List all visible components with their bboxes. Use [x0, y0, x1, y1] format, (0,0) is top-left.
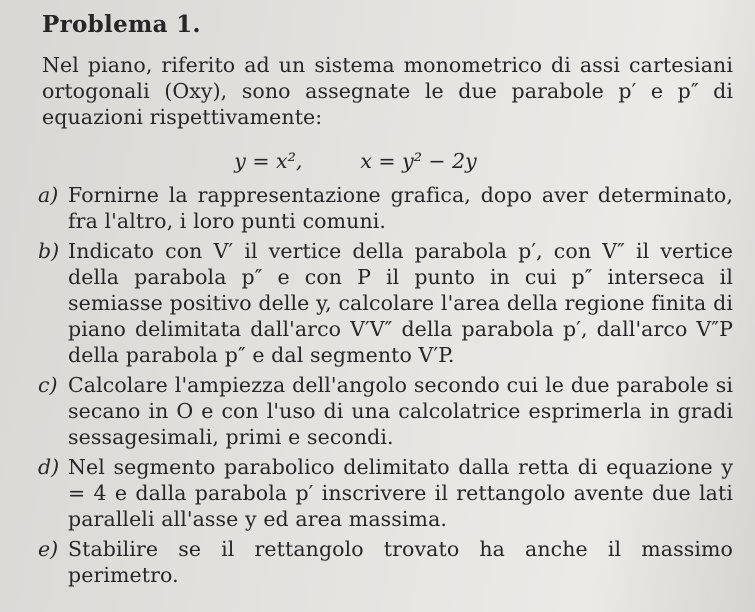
question-text: Fornirne la rappresentazione grafica, dopo aver determinato, fra l'altro, i loro punti comuni.	[68, 183, 733, 233]
equation-parabola-p2: x = y² − 2y	[360, 149, 477, 173]
question-letter: e)	[38, 537, 59, 561]
problem-intro: Nel piano, riferito ad un sistema monometrico di assi cartesiani ortogonali (Oxy), sono assegnate le due parabole p′ e p″ di equazioni rispettivamente:	[42, 53, 733, 129]
question-item-b	[38, 238, 733, 368]
problem-title: Problema 1.	[42, 11, 201, 38]
question-letter: b)	[38, 239, 60, 263]
question-letter: a)	[38, 183, 59, 207]
question-letter: c)	[38, 373, 58, 397]
question-item-e	[38, 536, 733, 588]
equation-parabola-p1: y = x²,	[234, 149, 303, 173]
equations	[38, 148, 733, 174]
question-item-c	[38, 372, 733, 450]
question-text: Nel segmento parabolico delimitato dalla retta di equazione y = 4 e dalla parabola p′ inscrivere il rettangolo avente due lati paralleli all'asse y ed area massima.	[68, 455, 733, 531]
question-text: Indicato con V′ il vertice della parabola p′, con V″ il vertice della parabola p″ e con P il punto in cui p″ interseca il semiasse positivo delle y, calcolare l'area della regione finita di piano delimitata dall'arco V′V″ della parabola p′, dall'arco V″P della parabola p″ e dal segmento V′P.	[68, 239, 733, 367]
question-item-a	[38, 182, 733, 234]
question-item-d	[38, 454, 733, 532]
question-text: Calcolare l'ampiezza dell'angolo secondo cui le due parabole si secano in O e con l'uso di una calcolatrice esprimerla in gradi sessagesimali, primi e secondi.	[68, 373, 733, 449]
question-text: Stabilire se il rettangolo trovato ha anche il massimo perimetro.	[68, 537, 733, 587]
question-letter: d)	[38, 455, 60, 479]
